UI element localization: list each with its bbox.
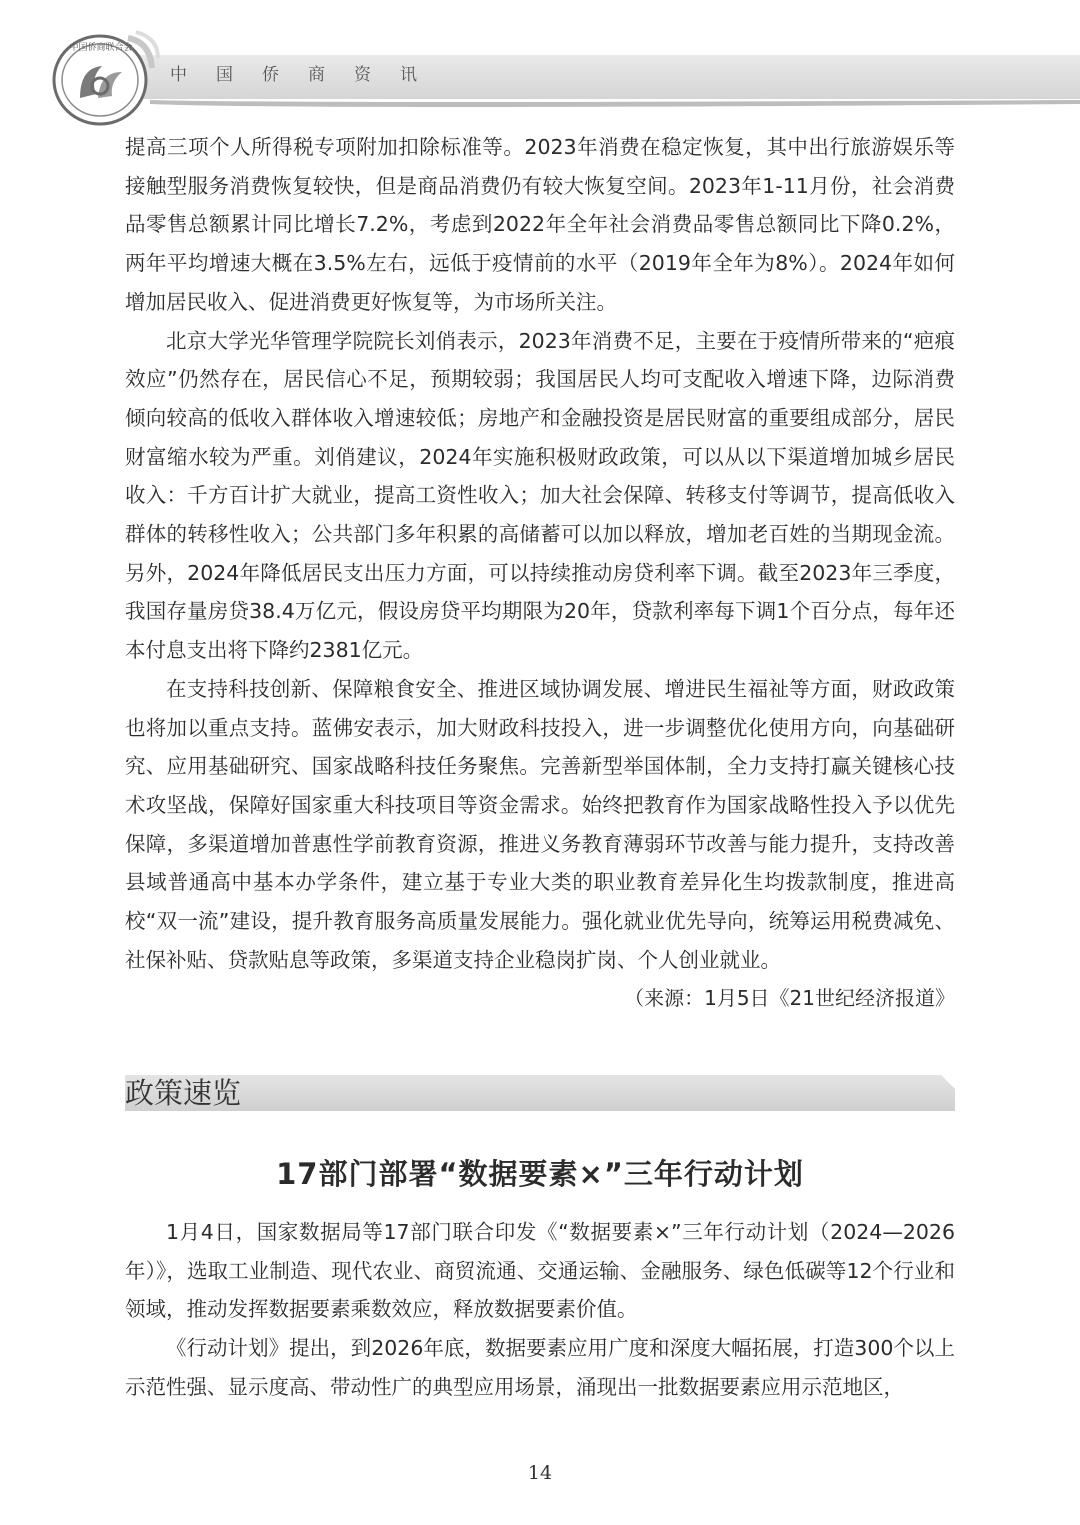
- section-bar-corner: [941, 1075, 955, 1089]
- section-bar: [125, 1075, 955, 1111]
- logo-text: 中国侨商联合会: [69, 43, 133, 53]
- paragraph-1: 提高三项个人所得税专项附加扣除标准等。2023年消费在稳定恢复，其中出行旅游娱乐等接触型服务消费恢复较快，但是商品消费仍有较大恢复空间。2023年1-11月份，社会消费品零售总额累计同比增长7.2%，考虑到2022年全年社会消费品零售总额同比下降0.2%，两年平均增速大概在3.5%左右，远低于疫情前的水平（2019年全年为8%）。2024年如何增加居民收入、促进消费更好恢复等，为市场所关注。: [125, 135, 955, 314]
- article-title: 17部门部署“数据要素×”三年行动计划: [276, 1157, 804, 1191]
- top-text-block: [125, 128, 955, 1018]
- paragraph-3: 在支持科技创新、保障粮食安全、推进区域协调发展、增进民生福祉等方面，财政政策也将加以重点支持。蓝佛安表示，加大财政科技投入，进一步调整优化使用方向，向基础研究、应用基础研究、国家战略科技任务聚焦。完善新型举国体制，全力支持打赢关键核心技术攻坚战，保障好国家重大科技项目等资金需求。始终把教育作为国家战略性投入予以优先保障，多渠道增加普惠性学前教育资源，推进义务教育薄弱环节改善与能力提升，支持改善县域普通高中基本办学条件，建立基于专业大类的职业教育差异化生均拨款制度，推进高校“双一流”建设，提升教育服务高质量发展能力。强化就业优先导向，统筹运用税费减免、社保补贴、贷款贴息等政策，多渠道支持企业稳岗扩岗、个人创业就业。: [125, 676, 955, 972]
- article-paragraph-1: 1月4日，国家数据局等17部门联合印发《“数据要素×”三年行动计划（2024—2026年）》，选取工业制造、现代农业、商贸流通、交通运输、金融服务、绿色低碳等12个行业和领域，推动发挥数据要素乘数效应，释放数据要素价值。: [125, 1220, 955, 1322]
- header-title: 中国侨商资讯: [170, 65, 446, 85]
- section-title: 政策速览: [125, 1076, 242, 1110]
- paragraph-2: 北京大学光华管理学院院长刘俏表示，2023年消费不足，主要在于疫情所带来的“疤痕效应”仍然存在，居民信心不足，预期较弱；我国居民人均可支配收入增速下降，边际消费倾向较高的低收入群体收入增速较低；房地产和金融投资是居民财富的重要组成部分，居民财富缩水较为严重。刘俏建议，2024年实施积极财政政策，可以从以下渠道增加城乡居民收入：千方百计扩大就业，提高工资性收入；加大社会保障、转移支付等调节，提高低收入群体的转移性收入；公共部门多年积累的高储蓄可以加以释放，增加老百姓的当期现金流。另外，2024年降低居民支出压力方面，可以持续推动房贷利率下调。截至2023年三季度，我国存量房贷38.4万亿元，假设房贷平均期限为20年，贷款利率每下调1个百分点，每年还本付息支出将下降约2381亿元。: [125, 328, 955, 663]
- header-swoosh: [0, 0, 1080, 140]
- article-text-block: [125, 1213, 955, 1407]
- article-paragraph-2: 《行动计划》提出，到2026年底，数据要素应用广度和深度大幅拓展，打造300个以上示范性强、显示度高、带动性广的典型应用场景，涌现出一批数据要素应用示范地区，: [125, 1336, 955, 1399]
- source-line: （来源：1月5日《21世纪经济报道》: [624, 986, 955, 1011]
- page-number: 14: [527, 1462, 553, 1484]
